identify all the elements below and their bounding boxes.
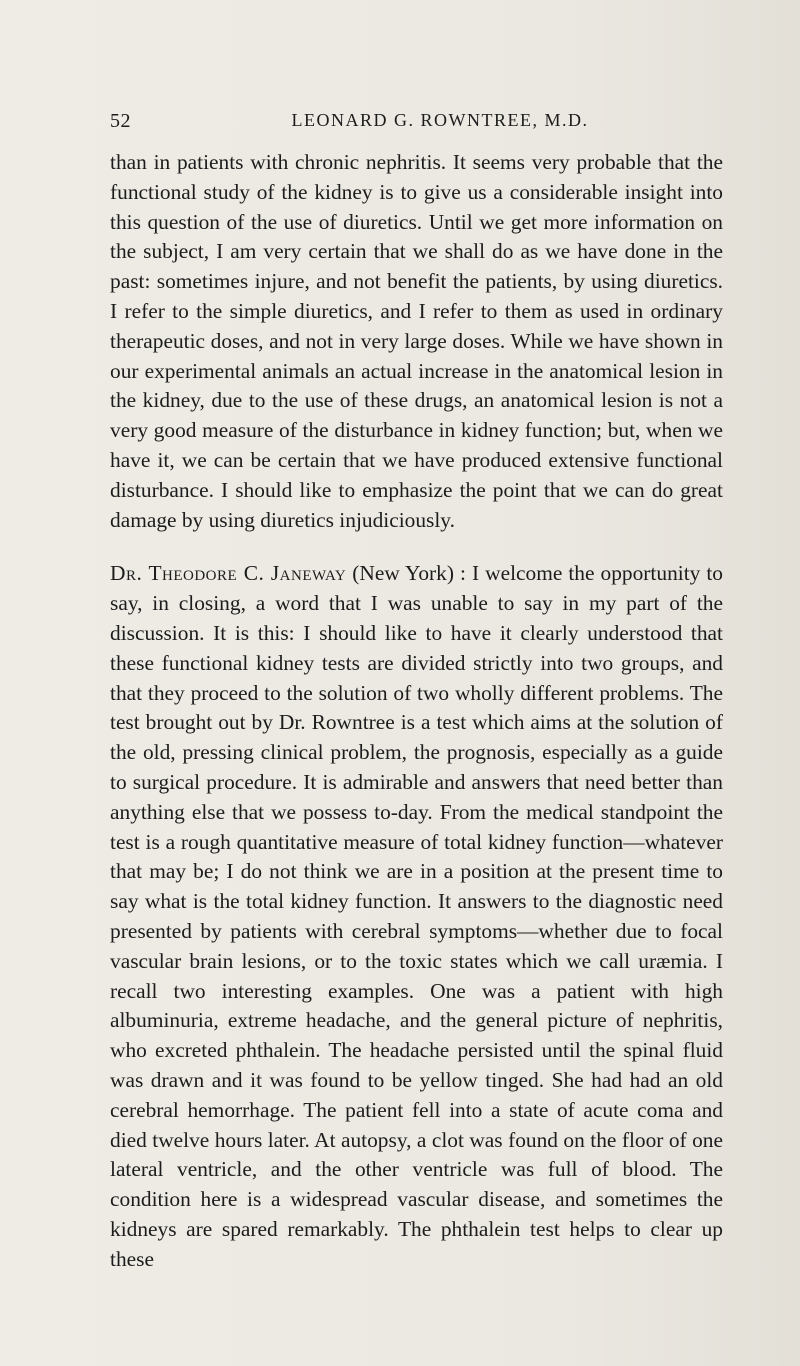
paragraph	[110, 559, 723, 1274]
speaker-name: Dr. Theodore C. Janeway	[110, 561, 347, 586]
page-number: 52	[110, 110, 131, 132]
page-header	[110, 110, 710, 140]
paragraph-text: than in patients with chronic nephritis. It seems very probable that the functional study of the kidney is to give us a considerable insight into this question of the use of diuretics. Until we get more information on the subject, I am very certain that we shall do as we have done in the past: sometimes injure, and not benefit the patients, by using diuretics. I refer to the simple diuretics, and I refer to them as used in ordinary therapeutic doses, and not in very large doses. While we have shown in our experimental animals an actual increase in the anatomical lesion in the kidney, due to the use of these drugs, an anatomical lesion is not a very good measure of the disturbance in kidney function; but, when we have it, we can be certain that we have produced extensive functional disturbance. I should like to emphasize the point that we can do great damage by using diuretics injudiciously.	[110, 150, 723, 532]
running-head: LEONARD G. ROWNTREE, M.D.	[291, 110, 589, 130]
body-text	[110, 148, 723, 1274]
paragraph-text: (New York) : I welcome the opportunity to say, in closing, a word that I was unable to say in my part of the discussion. It is this: I should like to have it clearly understood that these functional kidney tests are divided strictly into two groups, and that they proceed to the solution of two wholly different problems. The test brought out by Dr. Rowntree is a test which aims at the solution of the old, pressing clinical problem, the prognosis, especially as a guide to surgical procedure. It is admirable and answers that need better than anything else that we possess to-day. From the medical standpoint the test is a rough quantitative measure of total kidney function—whatever that may be; I do not think we are in a position at the present time to say what is the total kidney function. It answers to the diagnostic need presented by patients with cerebral symptoms—whether due to focal vascular brain lesions, or to the toxic states which we call uræmia. I recall two interesting examples. One was a patient with high albuminuria, extreme headache, and the general picture of nephritis, who excreted phthalein. The headache persisted until the spinal fluid was drawn and it was found to be yellow tinged. She had had an old cerebral hemorrhage. The patient fell into a state of acute coma and died twelve hours later. At autopsy, a clot was found on the floor of one lateral ventricle, and the other ventricle was full of blood. The condition here is a widespread vascular disease, and sometimes the kidneys are spared remarkably. The phthalein test helps to clear up these	[110, 561, 724, 1271]
paragraph	[110, 148, 723, 535]
